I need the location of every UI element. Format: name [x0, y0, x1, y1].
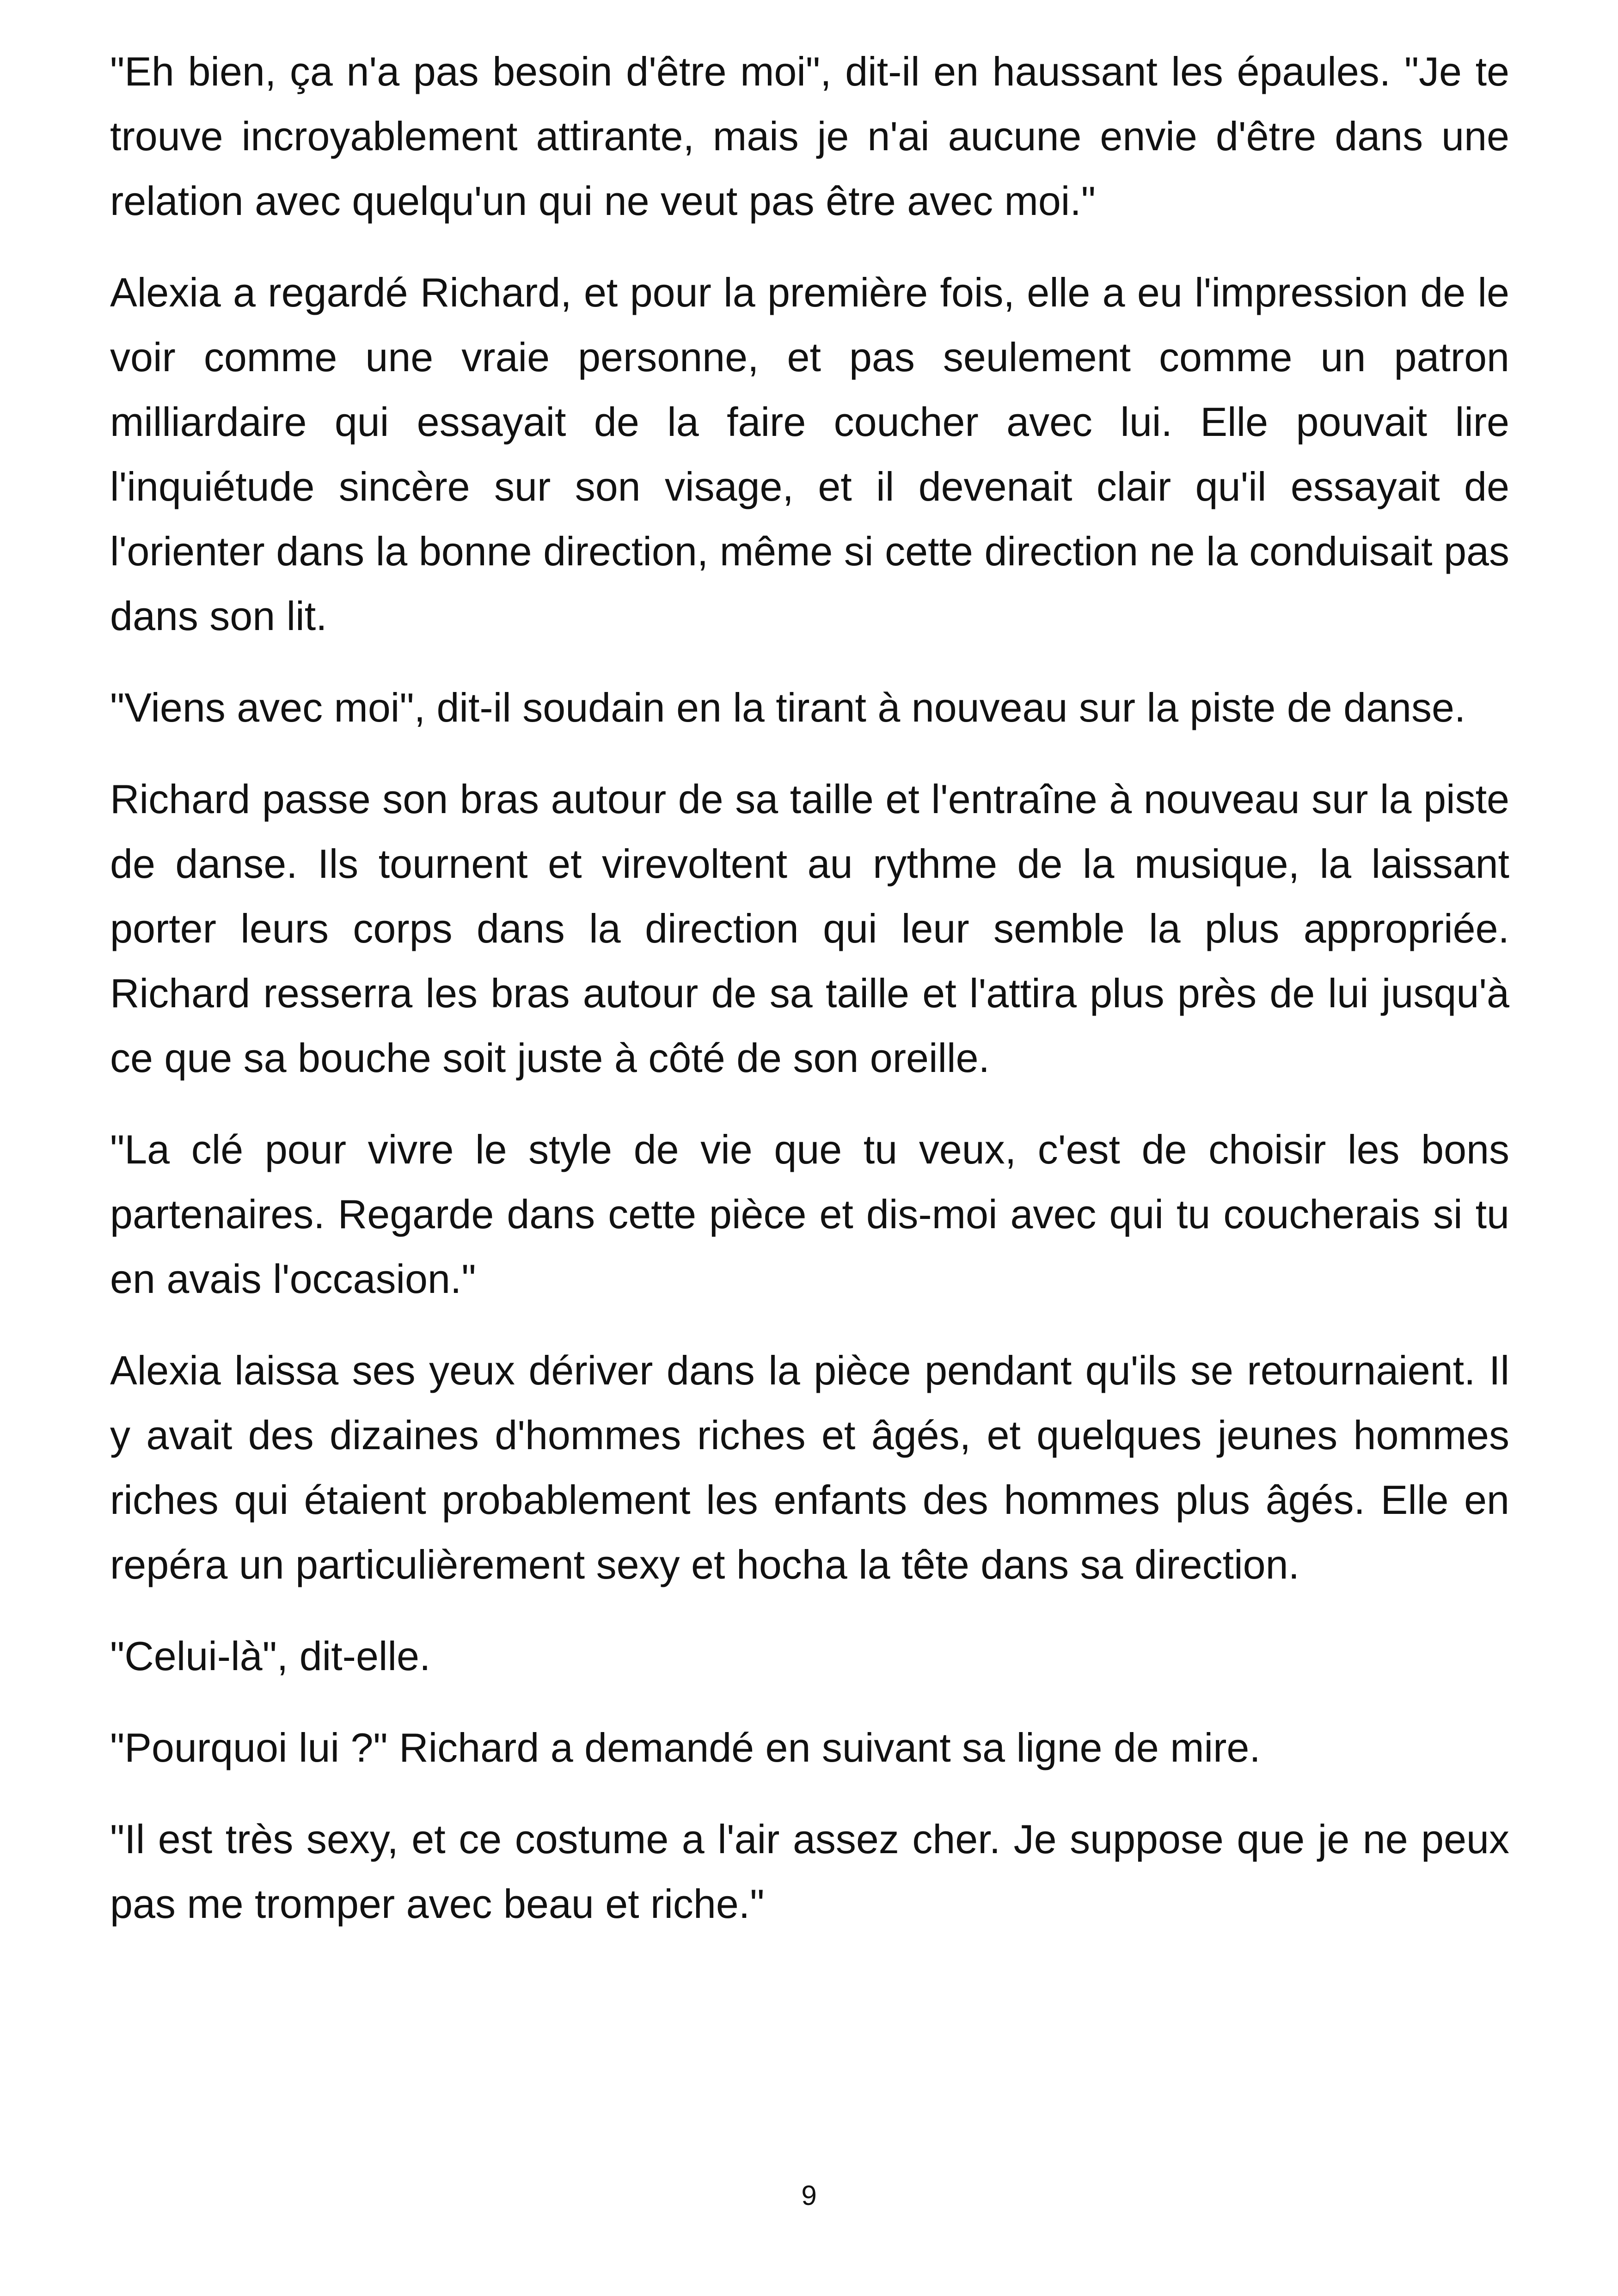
- paragraph: "Pourquoi lui ?" Richard a demandé en suivant sa ligne de mire.: [110, 1725, 1261, 1770]
- paragraph: "Celui-là", dit-elle.: [110, 1633, 431, 1679]
- paragraph: "Viens avec moi", dit-il soudain en la tirant à nouveau sur la piste de danse.: [110, 685, 1466, 730]
- page-body: [110, 39, 1509, 1963]
- paragraph: "La clé pour vivre le style de vie que tu veux, c'est de choisir les bons partenaires. Regarde dans cette pièce et dis-moi avec qui tu coucherais si tu en avais l'occasion.": [110, 1127, 1509, 1302]
- paragraph: Alexia a regardé Richard, et pour la première fois, elle a eu l'impression de le voir comme une vraie personne, et pas seulement comme un patron milliardaire qui essayait de la faire coucher avec lui. Elle pouvait lire l'inquiétude sincère sur son visage, et il devenait clair qu'il essayait de l'orienter dans la bonne direction, même si cette direction ne la conduisait pas dans son lit.: [110, 269, 1509, 639]
- paragraph: Alexia laissa ses yeux dériver dans la pièce pendant qu'ils se retournaient. Il y avait des dizaines d'hommes riches et âgés, et quelques jeunes hommes riches qui étaient probablement les enfants des hommes plus âgés. Elle en repéra un particulièrement sexy et hocha la tête dans sa direction.: [110, 1347, 1509, 1587]
- paragraph: "Eh bien, ça n'a pas besoin d'être moi", dit-il en haussant les épaules. "Je te trouve incroyablement attirante, mais je n'ai aucune envie d'être dans une relation avec quelqu'un qui ne veut pas être avec moi.": [110, 49, 1509, 224]
- page-number: 9: [801, 2180, 817, 2211]
- paragraph: "Il est très sexy, et ce costume a l'air assez cher. Je suppose que je ne peux pas me tromper avec beau et riche.": [110, 1816, 1509, 1927]
- paragraph: Richard passe son bras autour de sa taille et l'entraîne à nouveau sur la piste de danse. Ils tournent et virevoltent au rythme de la musique, la laissant porter leurs corps dans la direction qui leur semble la plus appropriée. Richard resserra les bras autour de sa taille et l'attira plus près de lui jusqu'à ce que sa bouche soit juste à côté de son oreille.: [110, 776, 1509, 1081]
